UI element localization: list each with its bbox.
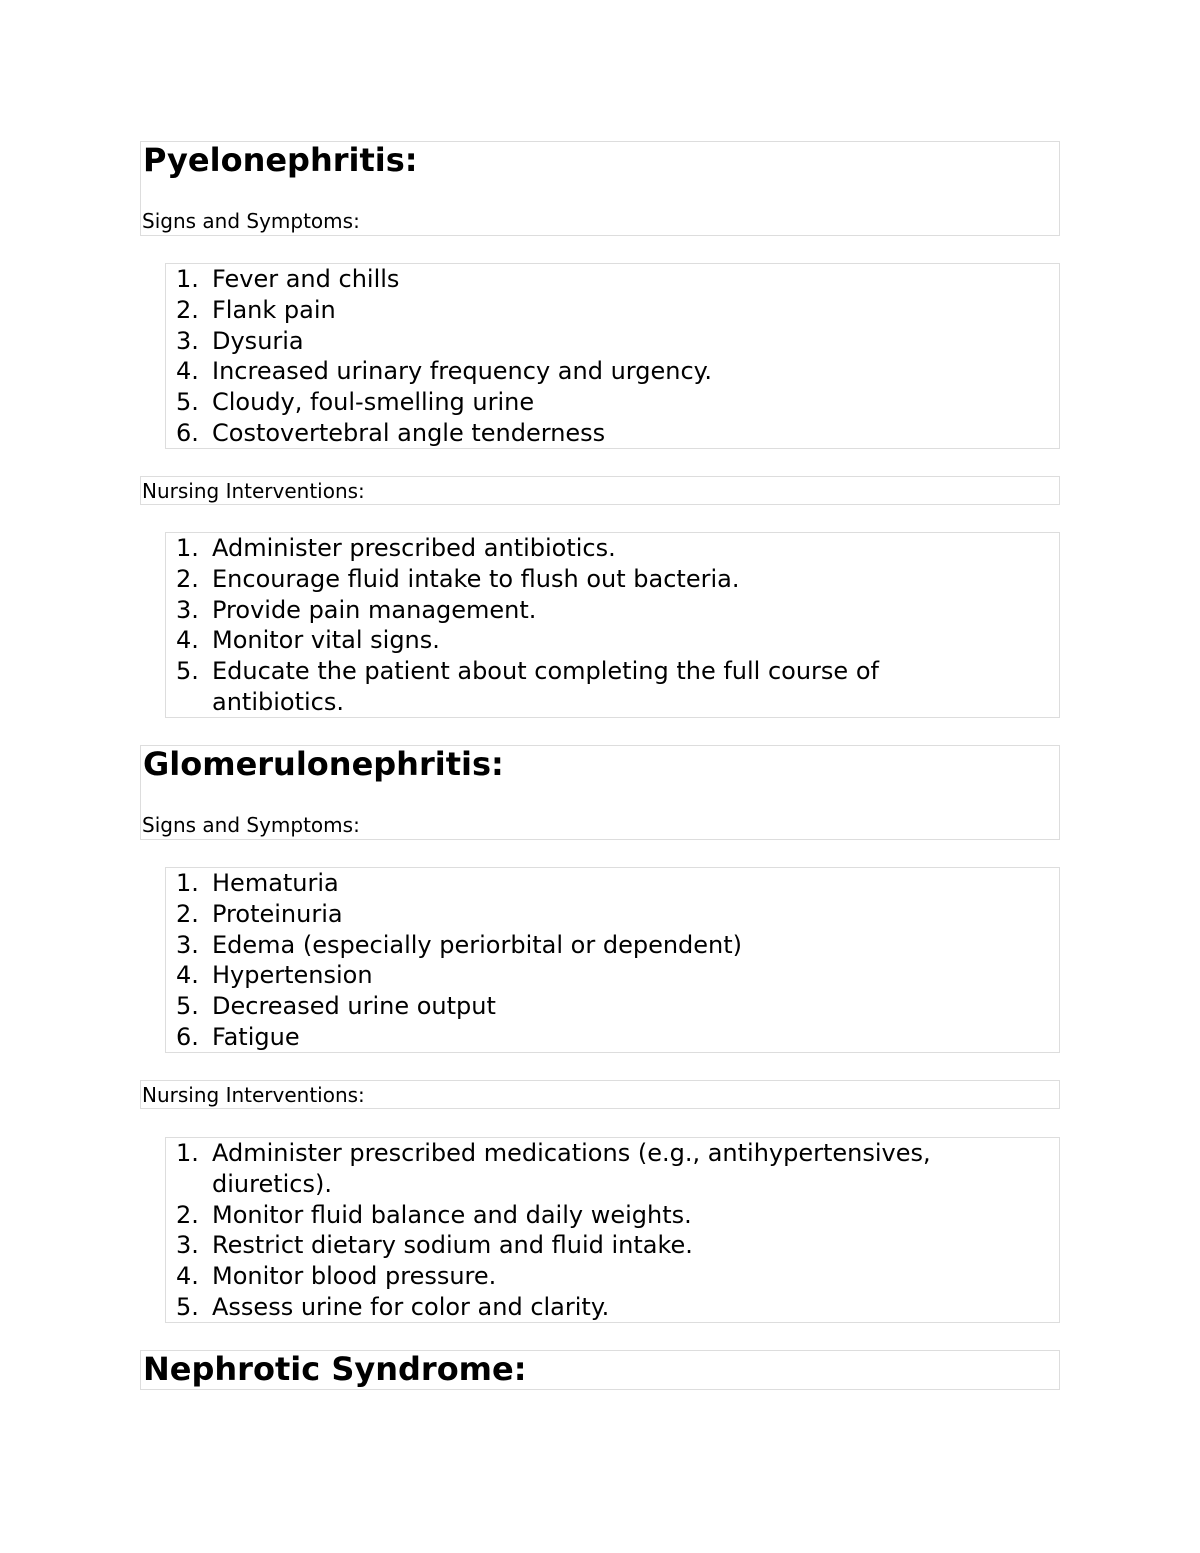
list-number: 3. xyxy=(176,1231,199,1260)
list-item xyxy=(166,868,1059,899)
list-item-text: Fatigue xyxy=(212,1022,300,1051)
list-item-text: Flank pain xyxy=(212,295,336,324)
list-item xyxy=(166,295,1059,326)
section-title: Glomerulonephritis: xyxy=(143,745,504,783)
list-number: 3. xyxy=(176,326,199,355)
section-title: Pyelonephritis: xyxy=(143,141,418,179)
interventions-list-box xyxy=(165,532,1060,718)
list-number: 4. xyxy=(176,1262,199,1291)
list-number: 4. xyxy=(176,357,199,386)
list-item-text: Assess urine for color and clarity. xyxy=(212,1292,610,1321)
list-item-text: Hypertension xyxy=(212,961,373,990)
symptoms-list xyxy=(166,264,1059,449)
list-item xyxy=(166,1292,1059,1323)
list-number: 6. xyxy=(176,418,199,447)
list-item-text: Monitor blood pressure. xyxy=(212,1262,497,1291)
list-item xyxy=(166,264,1059,295)
nursing-interventions-label-box xyxy=(140,476,1060,505)
signs-and-symptoms-label: Signs and Symptoms: xyxy=(142,813,360,837)
list-item xyxy=(166,899,1059,930)
list-item-text: Proteinuria xyxy=(212,899,343,928)
list-item xyxy=(166,564,1059,595)
nursing-interventions-label: Nursing Interventions: xyxy=(142,1083,365,1107)
list-item xyxy=(166,326,1059,357)
list-item xyxy=(166,356,1059,387)
section-header-nephrotic-syndrome xyxy=(140,1350,1060,1390)
list-item xyxy=(166,1230,1059,1261)
list-item-text: Decreased urine output xyxy=(212,992,496,1021)
nursing-interventions-label-box xyxy=(140,1080,1060,1109)
signs-and-symptoms-label: Signs and Symptoms: xyxy=(142,209,360,233)
interventions-list xyxy=(166,1138,1059,1323)
list-item-text: Increased urinary frequency and urgency. xyxy=(212,357,713,386)
list-number: 5. xyxy=(176,388,199,417)
symptoms-list-box xyxy=(165,867,1060,1053)
list-number: 1. xyxy=(176,534,199,562)
list-item-text: Encourage fluid intake to flush out bacteria. xyxy=(212,564,740,593)
list-item-text: Dysuria xyxy=(212,326,304,355)
list-item xyxy=(166,387,1059,418)
list-item xyxy=(166,1022,1059,1053)
list-number: 1. xyxy=(176,869,199,897)
list-item xyxy=(166,418,1059,449)
list-number: 5. xyxy=(176,992,199,1021)
list-number: 2. xyxy=(176,899,199,928)
list-item-text: Provide pain management. xyxy=(212,595,537,624)
list-number: 3. xyxy=(176,930,199,959)
list-item xyxy=(166,1261,1059,1292)
list-number: 4. xyxy=(176,626,199,655)
interventions-list-box xyxy=(165,1137,1060,1323)
section-header-pyelonephritis xyxy=(140,141,1060,236)
symptoms-list-box xyxy=(165,263,1060,449)
interventions-list xyxy=(166,533,1059,718)
list-number: 2. xyxy=(176,1200,199,1229)
list-item xyxy=(166,533,1059,564)
list-item-text: Restrict dietary sodium and fluid intake. xyxy=(212,1231,693,1260)
list-item xyxy=(166,991,1059,1022)
list-number: 2. xyxy=(176,295,199,324)
list-item xyxy=(166,656,1059,718)
list-item xyxy=(166,625,1059,656)
list-item-text: Hematuria xyxy=(212,869,339,897)
list-number: 1. xyxy=(176,1139,199,1167)
list-item-text: Educate the patient about completing the full course of antibiotics. xyxy=(212,657,879,716)
section-header-glomerulonephritis xyxy=(140,745,1060,840)
symptoms-list xyxy=(166,868,1059,1053)
list-number: 5. xyxy=(176,1292,199,1321)
section-title: Nephrotic Syndrome: xyxy=(143,1350,527,1388)
list-item-text: Fever and chills xyxy=(212,265,400,293)
list-item xyxy=(166,930,1059,961)
list-item-text: Cloudy, foul-smelling urine xyxy=(212,388,535,417)
list-number: 6. xyxy=(176,1022,199,1051)
list-item-text: Monitor fluid balance and daily weights. xyxy=(212,1200,692,1229)
list-number: 2. xyxy=(176,564,199,593)
list-number: 1. xyxy=(176,265,199,293)
list-item xyxy=(166,1138,1059,1200)
list-item-text: Administer prescribed antibiotics. xyxy=(212,534,616,562)
list-number: 3. xyxy=(176,595,199,624)
list-item-text: Costovertebral angle tenderness xyxy=(212,418,606,447)
list-number: 5. xyxy=(176,657,199,686)
list-item-text: Monitor vital signs. xyxy=(212,626,440,655)
list-item xyxy=(166,1200,1059,1231)
list-item xyxy=(166,960,1059,991)
nursing-interventions-label: Nursing Interventions: xyxy=(142,479,365,503)
list-item-text: Edema (especially periorbital or dependent) xyxy=(212,930,743,959)
list-item xyxy=(166,595,1059,626)
list-number: 4. xyxy=(176,961,199,990)
list-item-text: Administer prescribed medications (e.g., antihypertensives, diuretics). xyxy=(212,1139,931,1198)
